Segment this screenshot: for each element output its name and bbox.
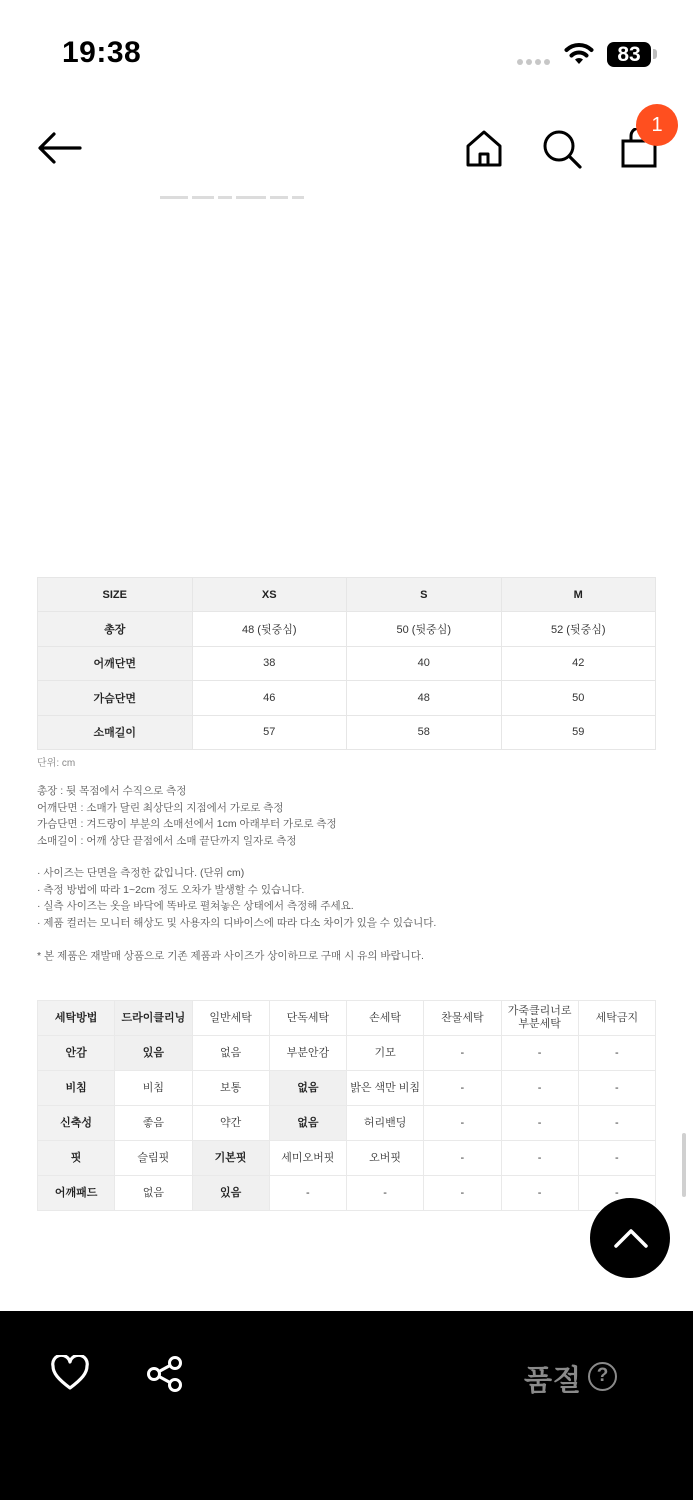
size-table-cell: 48 bbox=[347, 681, 502, 715]
size-tips bbox=[37, 865, 436, 931]
size-table-cell: S bbox=[347, 578, 502, 612]
search-icon bbox=[541, 128, 583, 170]
care-table-cell: - bbox=[501, 1141, 578, 1176]
measurement-notes bbox=[37, 783, 337, 849]
care-table-cell: - bbox=[424, 1106, 501, 1141]
reissue-warning: * 본 제품은 재발매 상품으로 기존 제품과 사이즈가 상이하므로 구매 시 유의 바랍니다. bbox=[37, 950, 424, 962]
care-table-cell: - bbox=[578, 1071, 655, 1106]
size-table-cell: SIZE bbox=[38, 578, 193, 612]
home-icon bbox=[464, 128, 504, 168]
care-table-cell: 있음 bbox=[192, 1176, 269, 1211]
size-table-row-label: 총장 bbox=[38, 612, 193, 646]
measurement-note: 어깨단면 : 소매가 달린 최상단의 지점에서 가로로 측정 bbox=[37, 801, 284, 814]
care-table-header-row bbox=[38, 1001, 656, 1036]
care-table-header-cell: 찬물세탁 bbox=[424, 1001, 501, 1036]
care-table-cell: 기본핏 bbox=[192, 1141, 269, 1176]
care-table-cell: - bbox=[578, 1176, 655, 1211]
battery-level: 83 bbox=[607, 42, 651, 67]
cart-count-badge: 1 bbox=[636, 104, 678, 146]
arrow-left-icon bbox=[36, 130, 82, 166]
heart-icon bbox=[50, 1355, 90, 1391]
care-table-cell: 약간 bbox=[192, 1106, 269, 1141]
scroll-to-top-button[interactable] bbox=[589, 1197, 671, 1279]
top-navigation bbox=[0, 100, 693, 200]
size-table-cell: 58 bbox=[347, 715, 502, 749]
care-table-header-cell: 세탁금지 bbox=[578, 1001, 655, 1036]
size-table-cell: 42 bbox=[501, 646, 656, 680]
care-table-header-cell: 드라이클리닝 bbox=[115, 1001, 192, 1036]
wifi-icon bbox=[562, 40, 596, 71]
care-table-cell: - bbox=[578, 1036, 655, 1071]
care-table-row-label: 안감 bbox=[38, 1036, 115, 1071]
care-table-row bbox=[38, 1176, 656, 1211]
care-table-cell: 좋음 bbox=[115, 1106, 192, 1141]
faded-text-remnant bbox=[160, 196, 340, 204]
size-tip: · 제품 컬러는 모니터 해상도 및 사용자의 디바이스에 따라 다소 차이가 있을 수 있습니다. bbox=[37, 916, 437, 929]
care-table-cell: 슬림핏 bbox=[115, 1141, 192, 1176]
care-table-cell: - bbox=[578, 1141, 655, 1176]
care-table-cell: - bbox=[501, 1106, 578, 1141]
size-table-row bbox=[38, 715, 656, 749]
size-table-cell: 40 bbox=[347, 646, 502, 680]
share-button[interactable] bbox=[146, 1355, 184, 1398]
care-table-cell: 비침 bbox=[115, 1071, 192, 1106]
care-table-header-cell: 단독세탁 bbox=[269, 1001, 346, 1036]
help-icon[interactable]: ? bbox=[588, 1362, 617, 1391]
care-table-row bbox=[38, 1106, 656, 1141]
unit-note: 단위: cm bbox=[37, 758, 76, 769]
care-table-row bbox=[38, 1141, 656, 1176]
size-table-cell: 48 (뒷중심) bbox=[192, 612, 347, 646]
size-table-cell: 50 (뒷중심) bbox=[347, 612, 502, 646]
care-table-cell: - bbox=[424, 1141, 501, 1176]
size-table-cell: 50 bbox=[501, 681, 656, 715]
measurement-note: 가슴단면 : 겨드랑이 부분의 소매선에서 1cm 아래부터 가로로 측정 bbox=[37, 818, 337, 831]
size-table-header-row bbox=[38, 578, 656, 612]
care-table-cell: 오버핏 bbox=[347, 1141, 424, 1176]
chevron-up-icon bbox=[612, 1224, 650, 1252]
size-table-row-label: 가슴단면 bbox=[38, 681, 193, 715]
care-table-cell: - bbox=[424, 1036, 501, 1071]
measurement-note: 소매길이 : 어깨 상단 끝점에서 소매 끝단까지 일자로 측정 bbox=[37, 834, 297, 847]
care-table-cell: 허리밴딩 bbox=[347, 1106, 424, 1141]
care-table-cell: 없음 bbox=[269, 1071, 346, 1106]
size-table-cell: 38 bbox=[192, 646, 347, 680]
size-table-row-label: 소매길이 bbox=[38, 715, 193, 749]
sold-out-label: 품절 bbox=[524, 1365, 583, 1397]
care-table-cell: - bbox=[424, 1071, 501, 1106]
wishlist-button[interactable] bbox=[50, 1355, 90, 1396]
size-table-cell: 57 bbox=[192, 715, 347, 749]
size-tip: · 사이즈는 단면을 측정한 값입니다. (단위 cm) bbox=[37, 867, 245, 879]
size-table-cell: M bbox=[501, 578, 656, 612]
care-table-header-cell: 가죽클리너로 부분세탁 bbox=[501, 1001, 578, 1036]
care-table-row bbox=[38, 1071, 656, 1106]
size-table-cell: XS bbox=[192, 578, 347, 612]
care-table-cell: - bbox=[424, 1176, 501, 1211]
back-button[interactable] bbox=[36, 130, 82, 171]
care-table-cell: 있음 bbox=[115, 1036, 192, 1071]
size-table-cell: 46 bbox=[192, 681, 347, 715]
care-table-cell: - bbox=[578, 1106, 655, 1141]
care-table-cell: 기모 bbox=[347, 1036, 424, 1071]
care-table-cell: - bbox=[501, 1071, 578, 1106]
care-table-row-label: 신축성 bbox=[38, 1106, 115, 1141]
care-table-cell: 부분안감 bbox=[269, 1036, 346, 1071]
bottom-action-bar bbox=[0, 1311, 693, 1500]
care-table-row-label: 핏 bbox=[38, 1141, 115, 1176]
care-table-cell: 없음 bbox=[269, 1106, 346, 1141]
scrollbar[interactable] bbox=[682, 1133, 686, 1197]
cellular-signal-icon bbox=[517, 59, 550, 65]
size-tip: · 측정 방법에 따라 1~2cm 정도 오차가 발생할 수 있습니다. bbox=[37, 883, 305, 896]
care-table-row-label: 어깨패드 bbox=[38, 1176, 115, 1211]
size-tip: · 실측 사이즈는 옷을 바닥에 똑바로 펼쳐놓은 상태에서 측정해 주세요. bbox=[37, 900, 354, 913]
share-icon bbox=[146, 1355, 184, 1393]
size-table-cell: 59 bbox=[501, 715, 656, 749]
care-table-cell: 없음 bbox=[115, 1176, 192, 1211]
care-table-header-cell: 손세탁 bbox=[347, 1001, 424, 1036]
status-bar bbox=[0, 0, 693, 100]
care-table-cell: - bbox=[501, 1036, 578, 1071]
size-table-row bbox=[38, 681, 656, 715]
size-table bbox=[37, 577, 656, 750]
care-table-header-cell: 일반세탁 bbox=[192, 1001, 269, 1036]
care-table bbox=[37, 1000, 656, 1211]
battery-tip bbox=[653, 49, 657, 59]
care-table-cell: 보통 bbox=[192, 1071, 269, 1106]
size-table-cell: 52 (뒷중심) bbox=[501, 612, 656, 646]
measurement-note: 총장 : 뒷 목점에서 수직으로 측정 bbox=[37, 785, 187, 797]
care-table-cell: - bbox=[501, 1176, 578, 1211]
care-table-cell: - bbox=[347, 1176, 424, 1211]
care-table-row bbox=[38, 1036, 656, 1071]
size-table-row bbox=[38, 646, 656, 680]
care-table-header-cell: 세탁방법 bbox=[38, 1001, 115, 1036]
home-button[interactable] bbox=[464, 128, 504, 173]
care-table-cell: 밝은 색만 비침 bbox=[347, 1071, 424, 1106]
care-table-cell: 세미오버핏 bbox=[269, 1141, 346, 1176]
care-table-row-label: 비침 bbox=[38, 1071, 115, 1106]
size-table-row bbox=[38, 612, 656, 646]
care-table-cell: 없음 bbox=[192, 1036, 269, 1071]
status-time: 19:38 bbox=[62, 36, 142, 69]
search-button[interactable] bbox=[541, 128, 583, 175]
size-table-row-label: 어깨단면 bbox=[38, 646, 193, 680]
care-table-cell: - bbox=[269, 1176, 346, 1211]
